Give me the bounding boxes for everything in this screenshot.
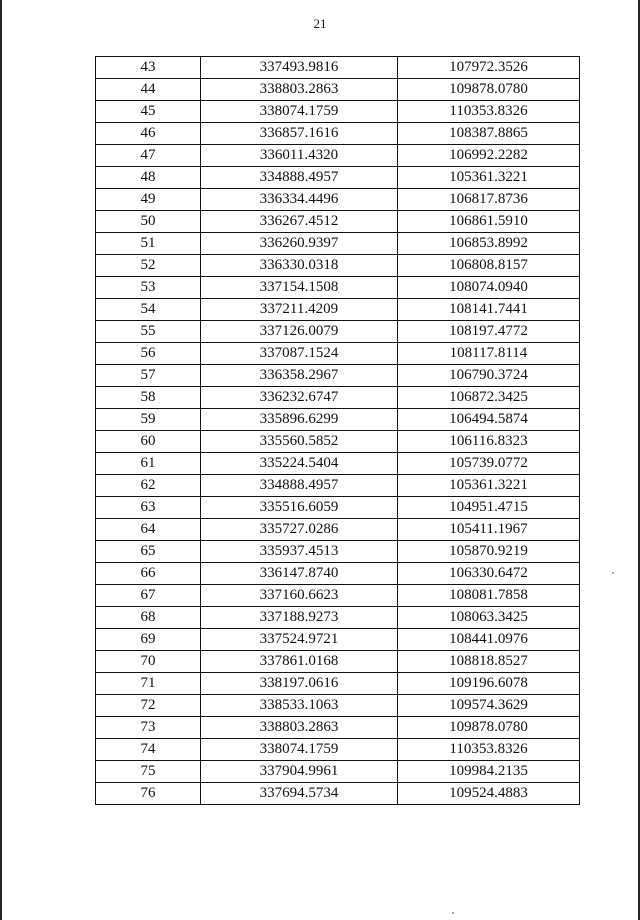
x-coordinate-cell: 337154.1508	[201, 277, 398, 299]
point-number-cell: 44	[96, 79, 201, 101]
point-number-cell: 51	[96, 233, 201, 255]
point-number-cell: 52	[96, 255, 201, 277]
point-number-cell: 57	[96, 365, 201, 387]
x-coordinate-cell: 337087.1524	[201, 343, 398, 365]
point-number-cell: 63	[96, 497, 201, 519]
y-coordinate-cell: 108081.7858	[398, 585, 580, 607]
x-coordinate-cell: 337694.5734	[201, 783, 398, 805]
y-coordinate-cell: 105739.0772	[398, 453, 580, 475]
scan-edge-left	[0, 0, 2, 920]
y-coordinate-cell: 106872.3425	[398, 387, 580, 409]
y-coordinate-cell: 106992.2282	[398, 145, 580, 167]
point-number-cell: 56	[96, 343, 201, 365]
x-coordinate-cell: 336147.8740	[201, 563, 398, 585]
x-coordinate-cell: 337493.9816	[201, 57, 398, 79]
y-coordinate-cell: 108074.0940	[398, 277, 580, 299]
y-coordinate-cell: 109524.4883	[398, 783, 580, 805]
point-number-cell: 49	[96, 189, 201, 211]
point-number-cell: 74	[96, 739, 201, 761]
table-row	[96, 189, 580, 211]
x-coordinate-cell: 335516.6059	[201, 497, 398, 519]
y-coordinate-cell: 106853.8992	[398, 233, 580, 255]
table-row	[96, 739, 580, 761]
y-coordinate-cell: 106817.8736	[398, 189, 580, 211]
table-row	[96, 145, 580, 167]
table-row	[96, 233, 580, 255]
table-row	[96, 387, 580, 409]
y-coordinate-cell: 110353.8326	[398, 101, 580, 123]
point-number-cell: 60	[96, 431, 201, 453]
point-number-cell: 69	[96, 629, 201, 651]
table-row	[96, 761, 580, 783]
y-coordinate-cell: 108063.3425	[398, 607, 580, 629]
x-coordinate-cell: 338803.2863	[201, 79, 398, 101]
y-coordinate-cell: 108441.0976	[398, 629, 580, 651]
y-coordinate-cell: 107972.3526	[398, 57, 580, 79]
x-coordinate-cell: 338533.1063	[201, 695, 398, 717]
x-coordinate-cell: 338074.1759	[201, 739, 398, 761]
y-coordinate-cell: 106861.5910	[398, 211, 580, 233]
y-coordinate-cell: 106790.3724	[398, 365, 580, 387]
x-coordinate-cell: 336330.0318	[201, 255, 398, 277]
point-number-cell: 75	[96, 761, 201, 783]
x-coordinate-cell: 338074.1759	[201, 101, 398, 123]
point-number-cell: 71	[96, 673, 201, 695]
x-coordinate-cell: 337904.9961	[201, 761, 398, 783]
table-row	[96, 167, 580, 189]
table-row	[96, 255, 580, 277]
table-row	[96, 695, 580, 717]
point-number-cell: 68	[96, 607, 201, 629]
y-coordinate-cell: 106330.6472	[398, 563, 580, 585]
table-row	[96, 343, 580, 365]
table-row	[96, 79, 580, 101]
y-coordinate-cell: 109984.2135	[398, 761, 580, 783]
scan-speck	[452, 912, 454, 914]
x-coordinate-cell: 336358.2967	[201, 365, 398, 387]
table-row	[96, 629, 580, 651]
table-row	[96, 409, 580, 431]
y-coordinate-cell: 108818.8527	[398, 651, 580, 673]
x-coordinate-cell: 337524.9721	[201, 629, 398, 651]
x-coordinate-cell: 335727.0286	[201, 519, 398, 541]
coordinates-table-body	[96, 57, 580, 805]
scan-speck	[612, 572, 614, 574]
point-number-cell: 55	[96, 321, 201, 343]
point-number-cell: 43	[96, 57, 201, 79]
x-coordinate-cell: 337188.9273	[201, 607, 398, 629]
y-coordinate-cell: 108387.8865	[398, 123, 580, 145]
x-coordinate-cell: 337160.6623	[201, 585, 398, 607]
point-number-cell: 61	[96, 453, 201, 475]
point-number-cell: 64	[96, 519, 201, 541]
point-number-cell: 45	[96, 101, 201, 123]
point-number-cell: 70	[96, 651, 201, 673]
x-coordinate-cell: 338197.0616	[201, 673, 398, 695]
point-number-cell: 58	[96, 387, 201, 409]
point-number-cell: 46	[96, 123, 201, 145]
x-coordinate-cell: 335224.5404	[201, 453, 398, 475]
table-row	[96, 717, 580, 739]
y-coordinate-cell: 104951.4715	[398, 497, 580, 519]
y-coordinate-cell: 110353.8326	[398, 739, 580, 761]
table-row	[96, 365, 580, 387]
x-coordinate-cell: 335560.5852	[201, 431, 398, 453]
table-row	[96, 101, 580, 123]
point-number-cell: 54	[96, 299, 201, 321]
table-row	[96, 475, 580, 497]
table-row	[96, 123, 580, 145]
table-row	[96, 299, 580, 321]
x-coordinate-cell: 336232.6747	[201, 387, 398, 409]
table-row	[96, 673, 580, 695]
x-coordinate-cell: 337126.0079	[201, 321, 398, 343]
x-coordinate-cell: 334888.4957	[201, 167, 398, 189]
table-row	[96, 211, 580, 233]
y-coordinate-cell: 108117.8114	[398, 343, 580, 365]
point-number-cell: 65	[96, 541, 201, 563]
y-coordinate-cell: 105870.9219	[398, 541, 580, 563]
x-coordinate-cell: 336857.1616	[201, 123, 398, 145]
y-coordinate-cell: 108197.4772	[398, 321, 580, 343]
table-row	[96, 321, 580, 343]
y-coordinate-cell: 106808.8157	[398, 255, 580, 277]
x-coordinate-cell: 336334.4496	[201, 189, 398, 211]
y-coordinate-cell: 105361.3221	[398, 475, 580, 497]
x-coordinate-cell: 336260.9397	[201, 233, 398, 255]
x-coordinate-cell: 338803.2863	[201, 717, 398, 739]
point-number-cell: 50	[96, 211, 201, 233]
table-row	[96, 57, 580, 79]
y-coordinate-cell: 105361.3221	[398, 167, 580, 189]
y-coordinate-cell: 105411.1967	[398, 519, 580, 541]
page-number: 21	[313, 16, 327, 31]
x-coordinate-cell: 336011.4320	[201, 145, 398, 167]
x-coordinate-cell: 337861.0168	[201, 651, 398, 673]
x-coordinate-cell: 337211.4209	[201, 299, 398, 321]
table-row	[96, 519, 580, 541]
y-coordinate-cell: 109878.0780	[398, 79, 580, 101]
y-coordinate-cell: 106116.8323	[398, 431, 580, 453]
point-number-cell: 47	[96, 145, 201, 167]
point-number-cell: 72	[96, 695, 201, 717]
y-coordinate-cell: 109574.3629	[398, 695, 580, 717]
x-coordinate-cell: 336267.4512	[201, 211, 398, 233]
coordinates-table	[95, 56, 580, 805]
table-row	[96, 541, 580, 563]
table-row	[96, 585, 580, 607]
point-number-cell: 67	[96, 585, 201, 607]
point-number-cell: 66	[96, 563, 201, 585]
table-row	[96, 563, 580, 585]
point-number-cell: 59	[96, 409, 201, 431]
y-coordinate-cell: 106494.5874	[398, 409, 580, 431]
x-coordinate-cell: 335896.6299	[201, 409, 398, 431]
point-number-cell: 53	[96, 277, 201, 299]
point-number-cell: 48	[96, 167, 201, 189]
table-row	[96, 783, 580, 805]
x-coordinate-cell: 335937.4513	[201, 541, 398, 563]
table-row	[96, 453, 580, 475]
y-coordinate-cell: 108141.7441	[398, 299, 580, 321]
table-row	[96, 431, 580, 453]
point-number-cell: 73	[96, 717, 201, 739]
table-row	[96, 497, 580, 519]
y-coordinate-cell: 109878.0780	[398, 717, 580, 739]
table-row	[96, 651, 580, 673]
y-coordinate-cell: 109196.6078	[398, 673, 580, 695]
table-row	[96, 607, 580, 629]
point-number-cell: 76	[96, 783, 201, 805]
x-coordinate-cell: 334888.4957	[201, 475, 398, 497]
table-row	[96, 277, 580, 299]
point-number-cell: 62	[96, 475, 201, 497]
